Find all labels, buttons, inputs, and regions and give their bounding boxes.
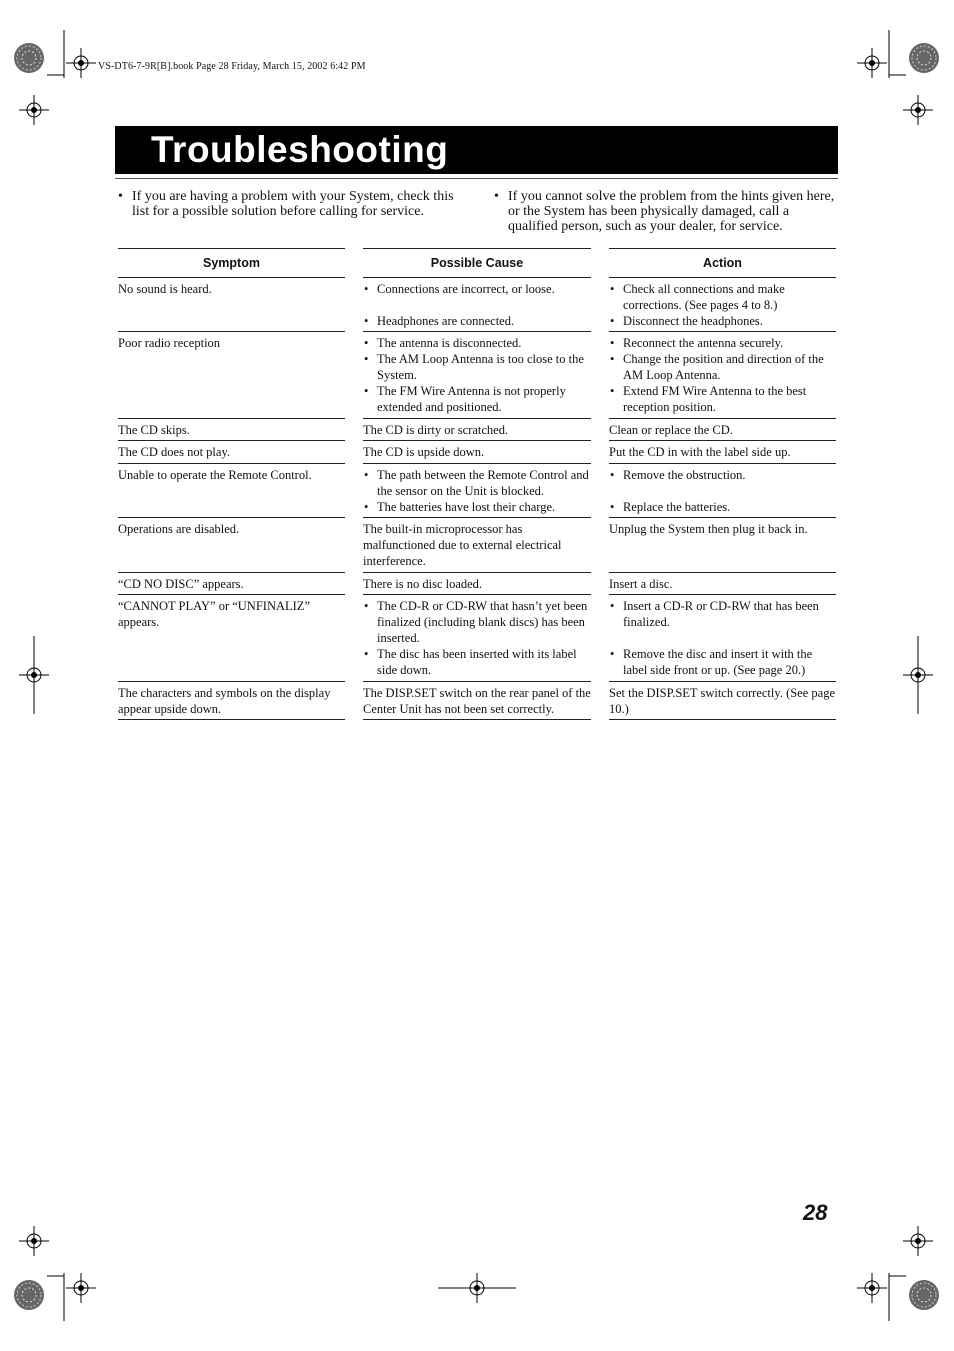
cause-text: The disc has been inserted with its label side down. xyxy=(377,647,577,677)
action-text: Extend FM Wire Antenna to the best reception position. xyxy=(623,384,807,414)
cause-column xyxy=(363,248,591,720)
bullet: • xyxy=(364,384,369,398)
bullet: • xyxy=(364,599,369,613)
crosshair-icon xyxy=(903,1226,933,1256)
symptom-cell xyxy=(118,441,345,464)
action-cell xyxy=(609,464,836,518)
bullet: • xyxy=(610,500,615,514)
bullet: • xyxy=(364,352,369,366)
color-target-bottom-left xyxy=(14,1280,44,1310)
action-cell xyxy=(609,682,836,720)
cause-cell xyxy=(363,441,591,464)
action-text: Remove the obstruction. xyxy=(623,468,746,482)
symptom-cell xyxy=(118,278,345,332)
cause-text: The batteries have lost their charge. xyxy=(377,500,556,514)
action-header: Action xyxy=(609,248,836,278)
symptom-cell xyxy=(118,518,345,573)
action-cell xyxy=(609,332,836,419)
cause-text: The CD is dirty or scratched. xyxy=(363,423,509,437)
cause-text: The built-in microprocessor has malfunctioned due to external electrical interference. xyxy=(363,522,562,568)
action-column xyxy=(609,248,836,720)
crosshair-icon xyxy=(857,1273,887,1303)
cause-text: The path between the Remote Control and the sensor on the Unit is blocked. xyxy=(377,468,589,498)
symptom-cell xyxy=(118,682,345,720)
bullet: • xyxy=(494,189,499,204)
cause-cell xyxy=(363,682,591,720)
bullet: • xyxy=(118,189,123,204)
bullet: • xyxy=(364,314,369,328)
symptom-text: Unable to operate the Remote Control. xyxy=(118,468,312,482)
symptom-text: “CANNOT PLAY” or “UNFINALIZ” appears. xyxy=(118,599,310,629)
action-text: Set the DISP.SET switch correctly. (See page 10.) xyxy=(609,686,835,716)
action-cell xyxy=(609,595,836,682)
bullet: • xyxy=(364,500,369,514)
file-info-header: VS-DT6-7-9R[B].book Page 28 Friday, March 15, 2002 6:42 PM xyxy=(98,61,366,72)
bullet: • xyxy=(610,352,615,366)
bullet: • xyxy=(610,599,615,613)
action-text: Replace the batteries. xyxy=(623,500,731,514)
cause-text: The antenna is disconnected. xyxy=(377,336,522,350)
cause-header: Possible Cause xyxy=(363,248,591,278)
crosshair-icon xyxy=(66,48,96,78)
intro-text: If you cannot solve the problem from the hints given here, or the System has been physically damaged, call a qualified person, such as your dealer, for service. xyxy=(508,189,835,234)
title-banner xyxy=(115,126,838,174)
action-cell xyxy=(609,441,836,464)
page-number: 28 xyxy=(803,1200,828,1225)
cause-cell xyxy=(363,518,591,573)
action-cell xyxy=(609,419,836,441)
symptom-cell xyxy=(118,332,345,419)
cause-cell xyxy=(363,332,591,419)
cause-text: The FM Wire Antenna is not properly extended and positioned. xyxy=(377,384,566,414)
bullet: • xyxy=(610,468,615,482)
bullet: • xyxy=(364,647,369,661)
color-target-top-left xyxy=(14,43,44,73)
symptom-text: “CD NO DISC” appears. xyxy=(118,577,244,591)
action-text: Disconnect the headphones. xyxy=(623,314,763,328)
crosshair-icon xyxy=(66,1273,96,1303)
cause-cell xyxy=(363,419,591,441)
symptom-text: The characters and symbols on the display appear upside down. xyxy=(118,686,331,716)
symptom-cell xyxy=(118,595,345,682)
symptom-text: Poor radio reception xyxy=(118,336,221,350)
cause-cell xyxy=(363,278,591,332)
action-text: Reconnect the antenna securely. xyxy=(623,336,784,350)
action-text: Clean or replace the CD. xyxy=(609,423,733,437)
crosshair-icon xyxy=(903,95,933,125)
bullet: • xyxy=(610,384,615,398)
symptom-cell xyxy=(118,573,345,595)
symptom-header: Symptom xyxy=(118,248,345,278)
crosshair-icon xyxy=(857,48,887,78)
bullet: • xyxy=(610,336,615,350)
action-cell xyxy=(609,573,836,595)
cause-text: There is no disc loaded. xyxy=(363,577,483,591)
cause-cell xyxy=(363,595,591,682)
crosshair-icon xyxy=(19,95,49,125)
symptom-text: The CD does not play. xyxy=(118,445,231,459)
intro-text: If you are having a problem with your System, check this list for a possible solution before calling for service. xyxy=(132,189,454,219)
bullet: • xyxy=(610,282,615,296)
bullet: • xyxy=(364,336,369,350)
bullet: • xyxy=(364,282,369,296)
cause-text: Connections are incorrect, or loose. xyxy=(377,282,555,296)
action-text: Change the position and direction of the AM Loop Antenna. xyxy=(623,352,824,382)
symptom-text: No sound is heard. xyxy=(118,282,212,296)
action-text: Put the CD in with the label side up. xyxy=(609,445,791,459)
cause-cell xyxy=(363,573,591,595)
bullet: • xyxy=(610,647,615,661)
bullet: • xyxy=(364,468,369,482)
cause-text: Headphones are connected. xyxy=(377,314,515,328)
action-text: Unplug the System then plug it back in. xyxy=(609,522,808,536)
cause-text: The CD-R or CD-RW that hasn’t yet been finalized (including blank discs) has been inserted. xyxy=(377,599,588,645)
cause-cell xyxy=(363,464,591,518)
symptom-cell xyxy=(118,419,345,441)
action-cell xyxy=(609,518,836,573)
cause-text: The AM Loop Antenna is too close to the System. xyxy=(377,352,584,382)
action-text: Insert a CD-R or CD-RW that has been finalized. xyxy=(623,599,819,629)
symptom-text: The CD skips. xyxy=(118,423,190,437)
crosshair-icon xyxy=(19,1226,49,1256)
title-rule xyxy=(115,178,838,179)
bullet: • xyxy=(610,314,615,328)
color-target-bottom-right xyxy=(909,1280,939,1310)
cause-text: The CD is upside down. xyxy=(363,445,485,459)
cause-text: The DISP.SET switch on the rear panel of the Center Unit has not been set correctly. xyxy=(363,686,591,716)
action-text: Check all connections and make corrections. (See pages 4 to 8.) xyxy=(623,282,785,312)
symptom-column xyxy=(118,248,345,720)
page-title: Troubleshooting xyxy=(151,129,449,170)
action-text: Remove the disc and insert it with the label side front or up. (See page 20.) xyxy=(623,647,813,677)
action-text: Insert a disc. xyxy=(609,577,673,591)
symptom-text: Operations are disabled. xyxy=(118,522,240,536)
action-cell xyxy=(609,278,836,332)
color-target-top-right xyxy=(909,43,939,73)
symptom-cell xyxy=(118,464,345,518)
